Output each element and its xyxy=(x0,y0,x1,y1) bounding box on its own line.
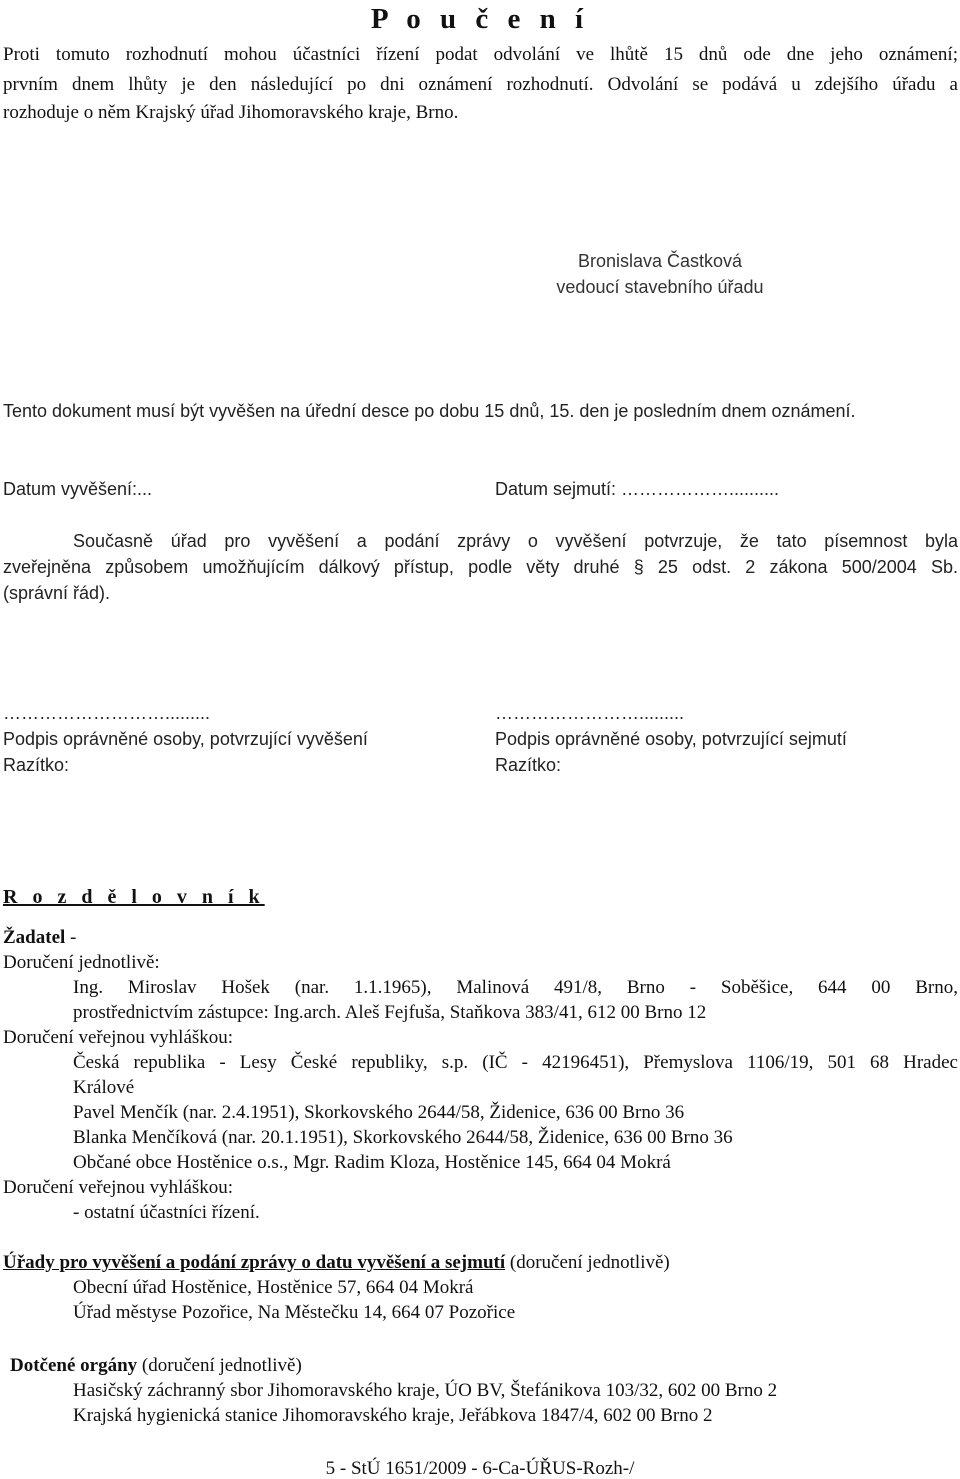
pouceni-line-2: prvním dnem lhůty je den následující po dni oznámení rozhodnutí. Odvolání se podává u zdejšího úřadu a xyxy=(3,74,958,95)
recipient-lesy-line-2: Králové xyxy=(73,1077,135,1098)
offices-heading: Úřady pro vyvěšení a podání zprávy o datu vyvěšení a sejmutí xyxy=(3,1252,506,1273)
posting-date: Datum vyvěšení:... xyxy=(3,479,153,499)
recipient-obcane: Občané obce Hostěnice o.s., Mgr. Radim Kloza, Hostěnice 145, 664 04 Mokrá xyxy=(73,1152,671,1173)
confirm-line-3: (správní řád). xyxy=(3,583,111,603)
footer-reference: 5 - StÚ 1651/2009 - 6-Ca-ÚŘUS-Rozh-/ xyxy=(325,1458,635,1479)
authority-hasici: Hasičský záchranný sbor Jihomoravského kraje, ÚO BV, Štefánikova 103/32, 602 00 Brno 2 xyxy=(73,1380,778,1401)
confirm-line-2: zveřejněna způsobem umožňujícím dálkový přístup, podle věty druhé § 25 odst. 2 zákona 500/2004 Sb. xyxy=(3,557,958,577)
signature-label-removed: Podpis oprávněné osoby, potvrzující sejmutí xyxy=(495,729,847,749)
stamp-label-removed: Razítko: xyxy=(495,755,562,775)
recipient-mencikova: Blanka Menčíková (nar. 20.1.1951), Skorkovského 2644/58, Židenice, 636 00 Brno 36 xyxy=(73,1127,733,1148)
pouceni-line-3: rozhoduje o něm Krajský úřad Jihomoravského kraje, Brno. xyxy=(3,102,459,123)
posting-notice: Tento dokument musí být vyvěšen na úřední desce po dobu 15 dnů, 15. den je posledním dnem oznámení. xyxy=(3,401,856,421)
office-hostenice: Obecní úřad Hostěnice, Hostěnice 57, 664 04 Mokrá xyxy=(73,1277,474,1298)
authorities-heading: Dotčené orgány xyxy=(10,1355,138,1376)
signatory-name: Bronislava Častková xyxy=(577,251,743,271)
offices-note: (doručení jednotlivě) xyxy=(505,1252,670,1273)
applicant-line-1: Ing. Miroslav Hošek (nar. 1.1.1965), Malinová 491/8, Brno - Soběšice, 644 00 Brno, xyxy=(73,977,958,998)
signature-line-removed: ……………………......... xyxy=(495,703,685,723)
applicant-heading xyxy=(3,925,76,951)
applicant-dash: - xyxy=(65,927,77,948)
office-pozorice: Úřad městyse Pozořice, Na Městečku 14, 664 07 Pozořice xyxy=(73,1302,516,1323)
signatory-role: vedoucí stavebního úřadu xyxy=(556,277,764,297)
delivery-public-1: Doručení veřejnou vyhláškou: xyxy=(3,1027,234,1048)
authorities-note: (doručení jednotlivě) xyxy=(137,1355,302,1376)
removal-date: Datum sejmutí: ……………….......... xyxy=(495,479,780,499)
authority-hygiena: Krajská hygienická stanice Jihomoravského kraje, Jeřábkova 1847/4, 602 00 Brno 2 xyxy=(73,1405,713,1426)
pouceni-line-1: Proti tomuto rozhodnutí mohou účastníci řízení podat odvolání ve lhůtě 15 dnů ode dne jeho oznámení; xyxy=(3,44,958,65)
authorities-heading-line xyxy=(10,1353,302,1379)
signature-line-posted: ………………………......... xyxy=(3,703,211,723)
offices-heading-line xyxy=(3,1250,670,1276)
signature-label-posted: Podpis oprávněné osoby, potvrzující vyvěšení xyxy=(3,729,368,749)
recipient-lesy-line-1: Česká republika - Lesy České republiky, s.p. (IČ - 42196451), Přemyslova 1106/19, 501 68 Hradec xyxy=(73,1052,958,1073)
recipient-mencik: Pavel Menčík (nar. 2.4.1951), Skorkovského 2644/58, Židenice, 636 00 Brno 36 xyxy=(73,1102,685,1123)
delivery-public-2: Doručení veřejnou vyhláškou: xyxy=(3,1177,234,1198)
distribution-heading: R o z d ě l o v n í k xyxy=(3,886,265,908)
applicant-label: Žadatel xyxy=(3,927,66,948)
stamp-label-posted: Razítko: xyxy=(3,755,70,775)
applicant-line-2: prostřednictvím zástupce: Ing.arch. Aleš Fejfuša, Staňkova 383/41, 612 00 Brno 12 xyxy=(73,1002,707,1023)
document-title: P o u č e n í xyxy=(370,3,590,35)
delivery-individual: Doručení jednotlivě: xyxy=(3,952,160,973)
other-participants: - ostatní účastníci řízení. xyxy=(73,1202,260,1223)
confirm-line-1: Současně úřad pro vyvěšení a podání zprávy o vyvěšení potvrzuje, že tato písemnost byla xyxy=(73,531,958,551)
